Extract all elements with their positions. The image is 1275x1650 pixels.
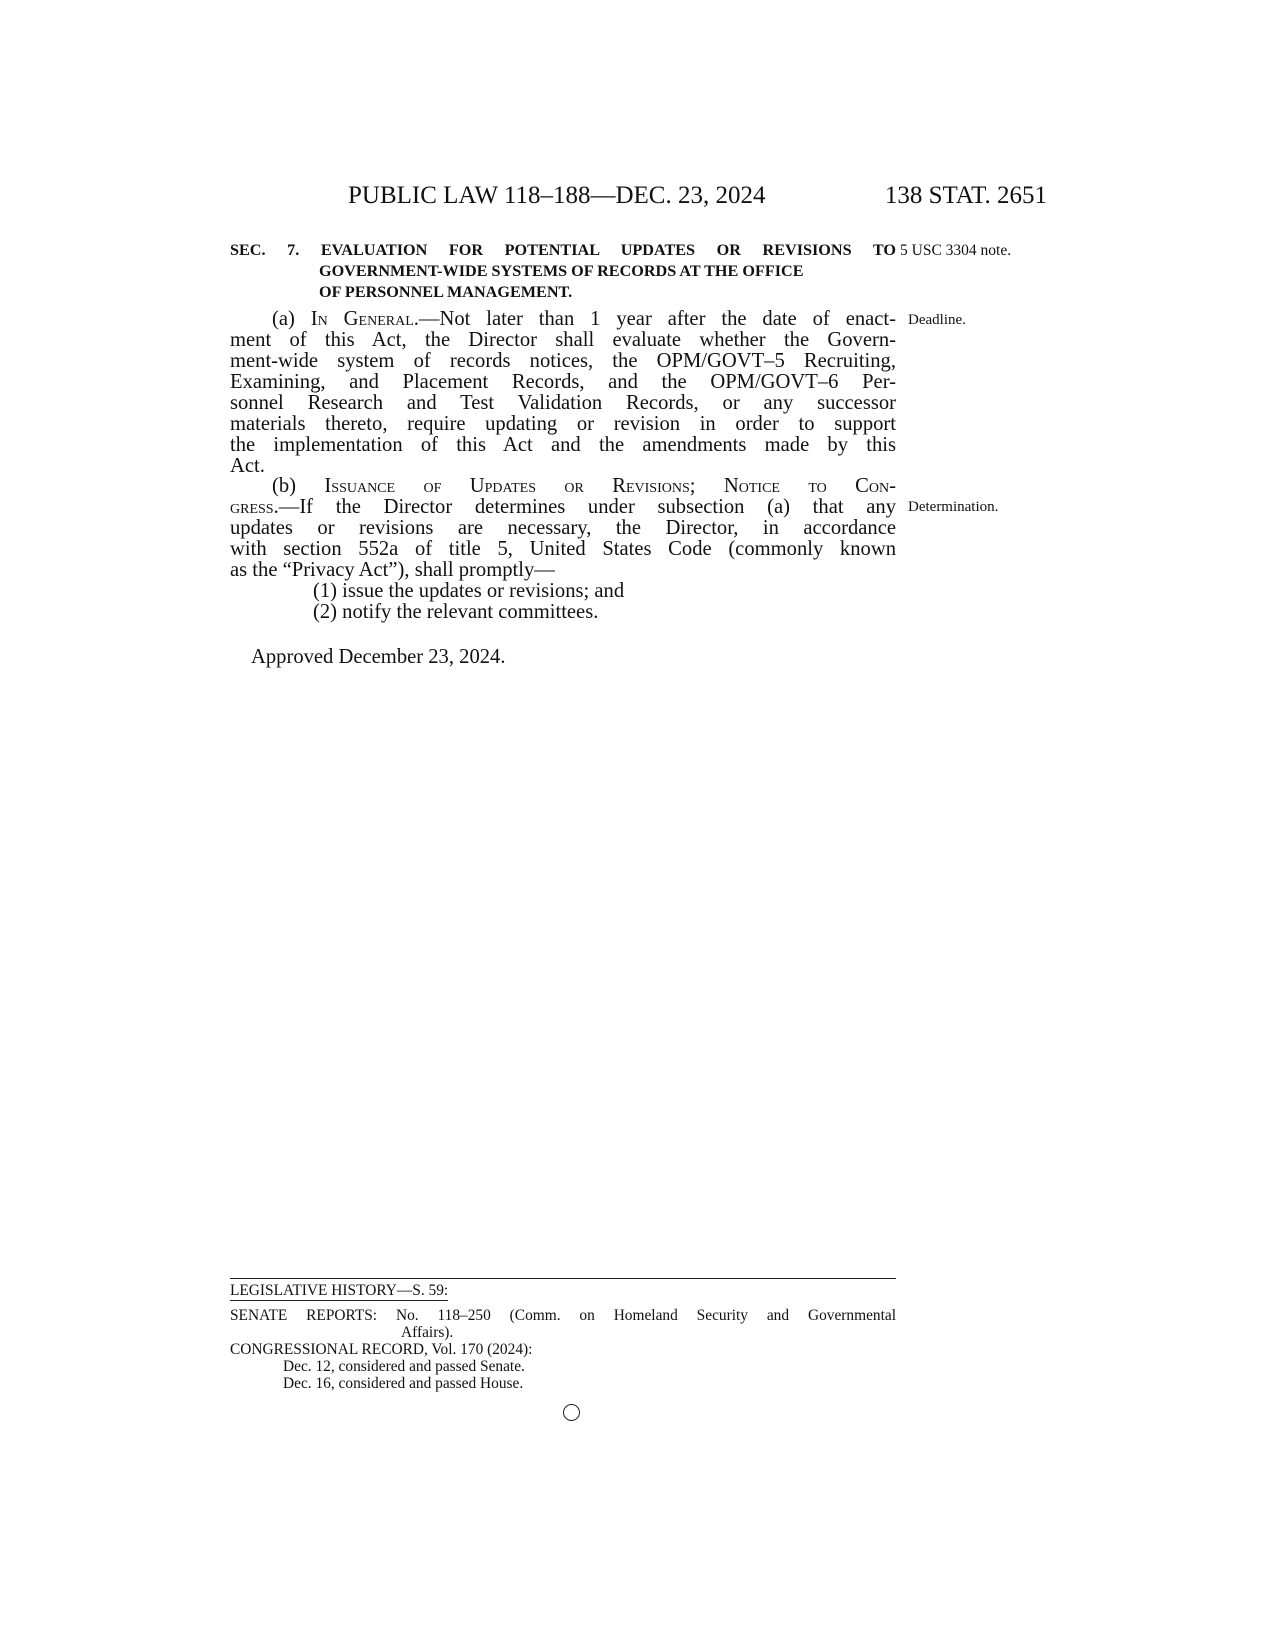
section-heading-line: OF PERSONNEL MANAGEMENT. (319, 283, 573, 301)
subsection-b-caption-cont: gress (230, 496, 274, 518)
section-heading-line: GOVERNMENT-WIDE SYSTEMS OF RECORDS AT THE OFFICE (319, 262, 804, 280)
senate-reports-line: SENATE REPORTS: No. 118–250 (Comm. on Homeland Security and Governmental (230, 1307, 896, 1324)
section-heading (230, 240, 896, 303)
subsection-a-first-line (230, 309, 896, 330)
subsection-a-caption-after: .—Not later than 1 year after the date of enact- (413, 308, 896, 330)
senate-reports (230, 1307, 896, 1341)
running-head-stat-page: 138 STAT. 2651 (884, 182, 1047, 209)
subsection-b-line: updates or revisions are necessary, the Director, in accordance (230, 517, 896, 539)
congressional-record (230, 1341, 896, 1392)
subsection-b-line: as the “Privacy Act”), shall promptly— (230, 559, 555, 581)
approval-date: Approved December 23, 2024. (251, 646, 506, 668)
legislative-history-rule (230, 1278, 896, 1279)
section-heading-line: SEC. 7. EVALUATION FOR POTENTIAL UPDATES OR REVISIONS TO (230, 241, 896, 259)
subsection-b-line: with section 552a of title 5, United States Code (commonly known (230, 538, 896, 560)
subsection-b-item: (1) issue the updates or revisions; and (313, 580, 625, 602)
subsection-b-caption: Issuance of Updates or Revisions; Notice to Con- (324, 475, 896, 497)
running-head-title: PUBLIC LAW 118–188—DEC. 23, 2024 (348, 182, 766, 209)
congressional-record-action: Dec. 12, considered and passed Senate. (283, 1358, 525, 1375)
subsection-a-line: ment of this Act, the Director shall evaluate whether the Govern- (230, 329, 896, 351)
subsection-b (230, 476, 896, 623)
margin-note-deadline: Deadline. (908, 312, 966, 328)
subsection-b-text-after-caption: .—If the Director determines under subsection (a) that any (273, 496, 896, 518)
subsection-a-line: the implementation of this Act and the amendments made by this (230, 434, 896, 456)
congressional-record-heading: CONGRESSIONAL RECORD, Vol. 170 (2024): (230, 1341, 533, 1358)
subsection-a-line: sonnel Research and Test Validation Records, or any successor (230, 392, 896, 414)
senate-reports-line: Affairs). (401, 1324, 454, 1341)
subsection-a (230, 309, 896, 477)
congressional-record-action: Dec. 16, considered and passed House. (283, 1375, 524, 1392)
subsection-a-label: (a) (272, 308, 311, 330)
subsection-a-line: Examining, and Placement Records, and the OPM/GOVT–6 Per- (230, 371, 896, 393)
subsection-b-second-line (230, 497, 896, 518)
legislative-history-label: LEGISLATIVE HISTORY (230, 1282, 397, 1299)
subsection-b-label: (b) (272, 475, 325, 497)
margin-note-determination: Determination. (908, 499, 999, 515)
subsection-a-line: materials thereto, require updating or revision in order to support (230, 413, 896, 435)
margin-note-citation: 5 USC 3304 note. (900, 242, 1012, 259)
subsection-b-first-line (230, 476, 896, 497)
subsection-a-caption: In General (310, 308, 414, 330)
end-of-law-circle-icon (563, 1404, 580, 1421)
legislative-history-title (230, 1282, 896, 1301)
subsection-a-line: Act. (230, 455, 265, 477)
subsection-b-item: (2) notify the relevant committees. (313, 601, 599, 623)
subsection-a-line: ment-wide system of records notices, the OPM/GOVT–5 Recruiting, (230, 350, 896, 372)
legislative-history-bill: —S. 59: (396, 1282, 449, 1299)
